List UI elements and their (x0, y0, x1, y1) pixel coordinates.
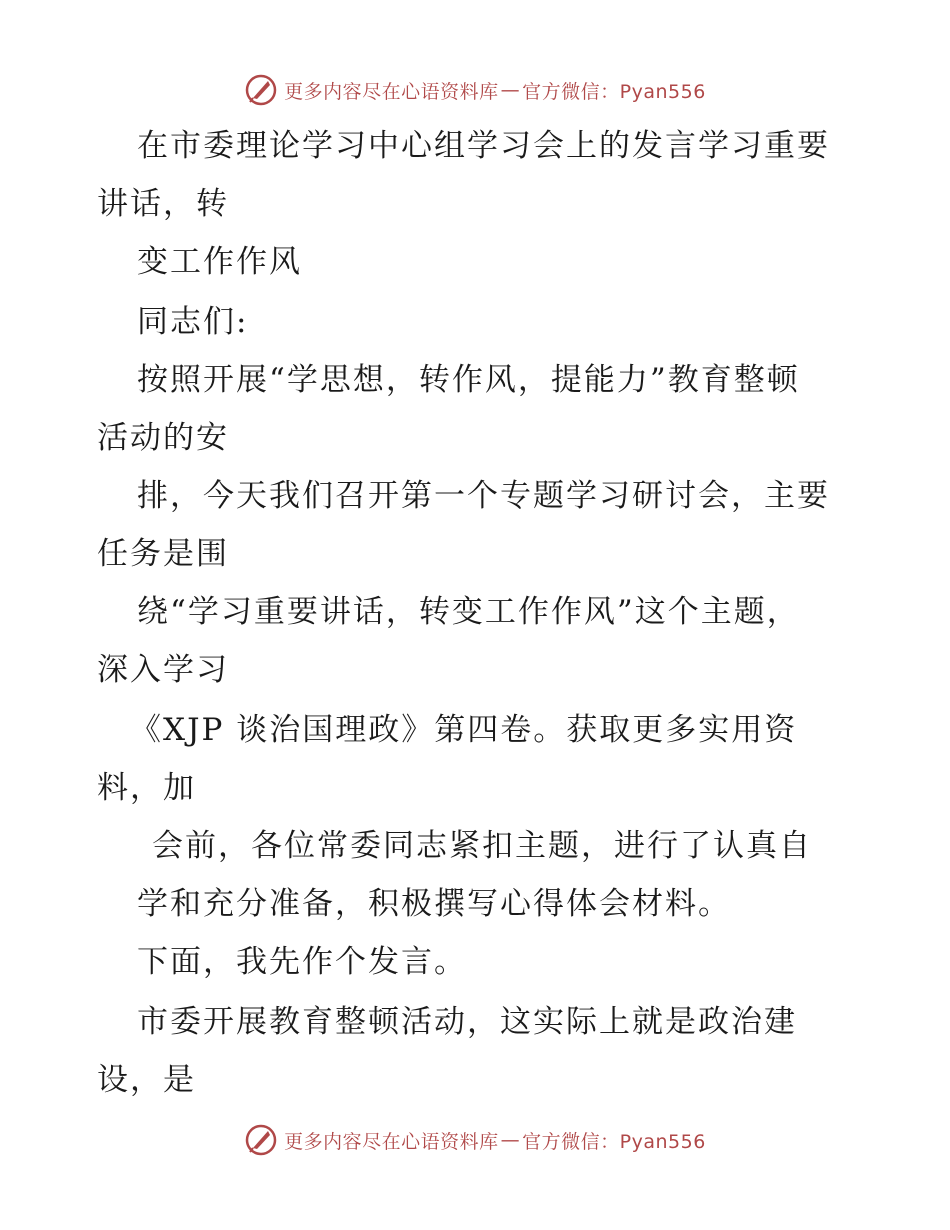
watermark-separator: — (500, 1129, 521, 1151)
watermark-account: 官方微信：Pyan556 (522, 1130, 706, 1153)
body-line-5: 按照开展“学思想，转作风，提能力”教育整顿 (137, 362, 800, 398)
body-line-15: 下面，我先作个发言。 (137, 944, 467, 980)
watermark-text: 更多内容尽在心语资料库 (284, 80, 499, 103)
body-line-9: 绕“学习重要讲话，转变工作作风”这个主题， (137, 594, 800, 630)
body-line-7: 排，今天我们召开第一个专题学习研讨会，主要 (137, 478, 830, 514)
body-line-12: 料，加 (97, 770, 196, 806)
body-line-10: 深入学习 (97, 652, 229, 688)
header-watermark (0, 70, 950, 110)
body-line-11: 《XJP 谈治国理政》第四卷。获取更多实用资 (130, 712, 798, 748)
watermark-account: 官方微信：Pyan556 (522, 80, 706, 103)
body-line-8: 任务是围 (97, 536, 229, 572)
body-line-2: 讲话，转 (97, 186, 229, 222)
body-line-14: 学和充分准备，积极撰写心得体会材料。 (137, 886, 731, 922)
quill-logo-icon (244, 73, 278, 107)
watermark-separator: — (500, 79, 521, 101)
body-line-3: 变工作作风 (137, 244, 302, 280)
footer-watermark (0, 1120, 950, 1160)
body-line-6: 活动的安 (97, 420, 229, 456)
quill-logo-icon (244, 1123, 278, 1157)
body-line-16: 市委开展教育整顿活动，这实际上就是政治建 (137, 1004, 797, 1040)
body-line-17: 设，是 (97, 1062, 196, 1098)
body-line-13: 会前，各位常委同志紧扣主题，进行了认真自 (152, 828, 812, 864)
watermark-text: 更多内容尽在心语资料库 (284, 1130, 499, 1153)
body-line-1: 在市委理论学习中心组学习会上的发言学习重要 (137, 128, 830, 164)
body-line-4: 同志们: (137, 304, 249, 340)
